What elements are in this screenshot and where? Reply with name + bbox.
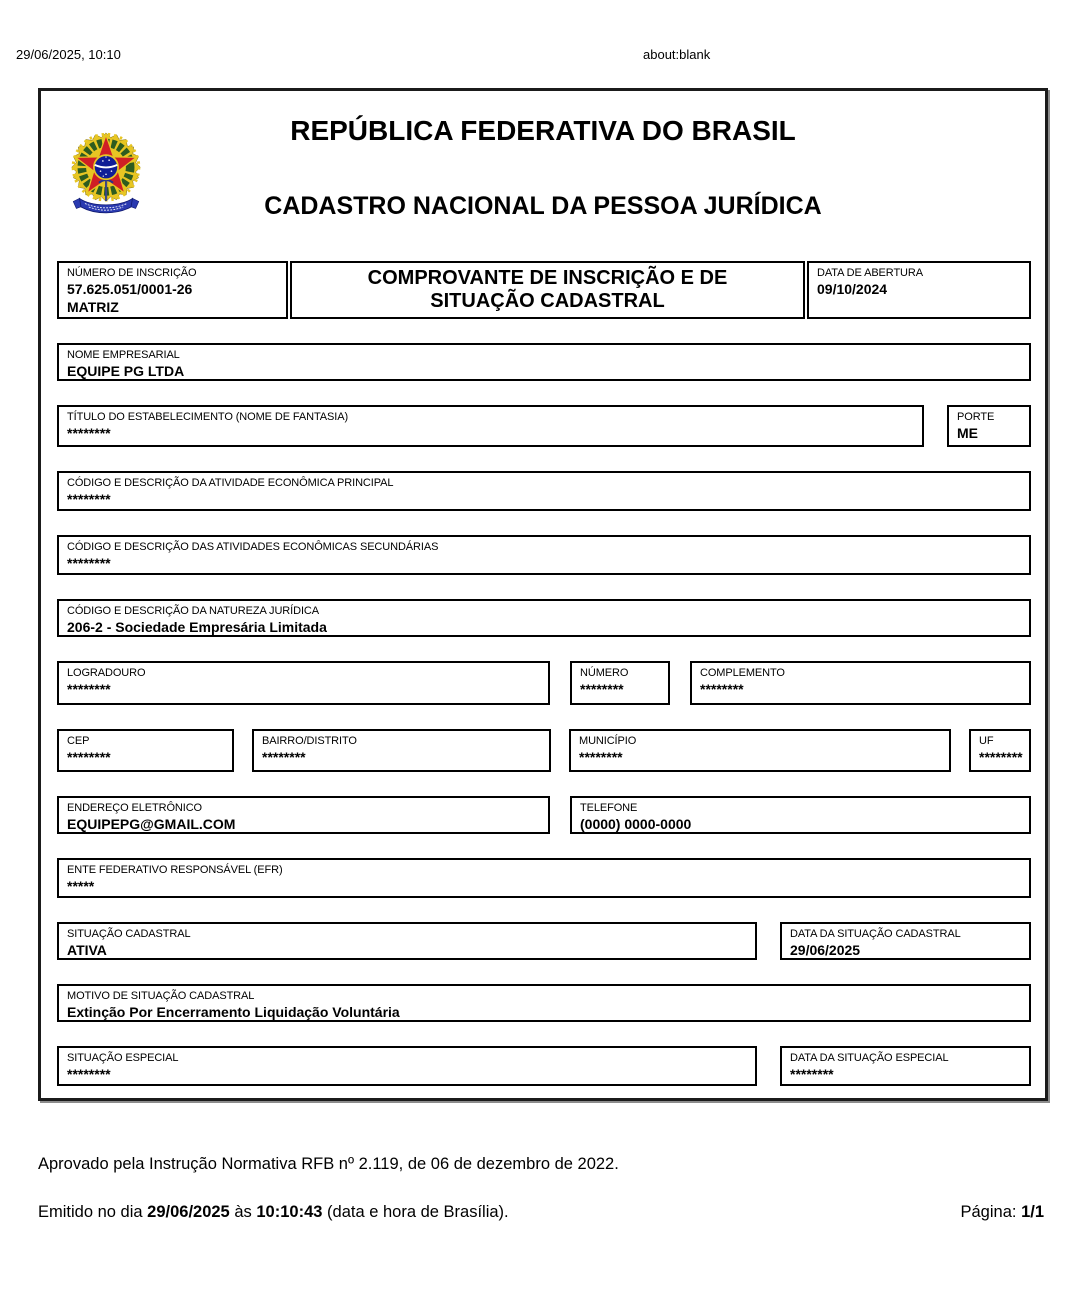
field-endereco-eletronico xyxy=(57,796,550,834)
field-atividade-principal xyxy=(57,471,1031,511)
field-label: MOTIVO DE SITUAÇÃO CADASTRAL xyxy=(67,990,255,1002)
field-numero xyxy=(570,661,670,705)
field-value: ******** xyxy=(579,749,623,765)
field-value: ******** xyxy=(262,749,306,765)
page-value: 1/1 xyxy=(1021,1203,1044,1221)
field-value-branch: MATRIZ xyxy=(67,299,119,315)
field-cep xyxy=(57,729,234,772)
field-label: ENTE FEDERATIVO RESPONSÁVEL (EFR) xyxy=(67,864,283,876)
field-value: ***** xyxy=(67,878,95,894)
field-value: Extinção Por Encerramento Liquidação Voluntária xyxy=(67,1004,400,1020)
comprovante-title-box xyxy=(290,261,805,319)
field-data-situacao-cadastral xyxy=(780,922,1031,960)
field-situacao-especial xyxy=(57,1046,757,1086)
field-titulo-estabelecimento xyxy=(57,405,924,447)
field-label: PORTE xyxy=(957,411,995,423)
emitted-prefix: Emitido no dia xyxy=(38,1203,143,1221)
field-telefone xyxy=(570,796,1031,834)
print-datetime: 29/06/2025, 10:10 xyxy=(16,47,121,62)
field-value: ******** xyxy=(67,749,111,765)
approval-note: Aprovado pela Instrução Normativa RFB nº 2.119, de 06 de dezembro de 2022. xyxy=(38,1155,619,1173)
field-nome-empresarial xyxy=(57,343,1031,381)
field-value: ATIVA xyxy=(67,942,107,958)
field-value: ******** xyxy=(580,681,624,697)
emission-note xyxy=(38,1203,509,1222)
field-municipio xyxy=(569,729,951,772)
field-value: (0000) 0000-0000 xyxy=(580,816,692,832)
page-label: Página: xyxy=(960,1203,1017,1221)
field-data-situacao-especial xyxy=(780,1046,1031,1086)
field-label: CÓDIGO E DESCRIÇÃO DAS ATIVIDADES ECONÔMICAS SECUNDÁRIAS xyxy=(67,541,439,553)
field-value: EQUIPE PG LTDA xyxy=(67,363,185,379)
field-value: EQUIPEPG@GMAIL.COM xyxy=(67,816,236,832)
field-numero-inscricao xyxy=(57,261,288,319)
comprovante-title: COMPROVANTE DE INSCRIÇÃO E DE SITUAÇÃO CADASTRAL xyxy=(367,267,728,312)
field-label: SITUAÇÃO ESPECIAL xyxy=(67,1052,179,1064)
field-label: DATA DA SITUAÇÃO ESPECIAL xyxy=(790,1052,949,1064)
field-label: BAIRRO/DISTRITO xyxy=(262,735,357,747)
field-data-abertura xyxy=(807,261,1031,319)
field-label: NÚMERO xyxy=(580,667,629,679)
field-ente-federativo xyxy=(57,858,1031,898)
emitted-suffix: (data e hora de Brasília). xyxy=(327,1203,509,1221)
field-value: 29/06/2025 xyxy=(790,942,861,958)
field-label: NÚMERO DE INSCRIÇÃO xyxy=(67,267,197,279)
document-title: REPÚBLICA FEDERATIVA DO BRASIL xyxy=(290,115,796,146)
field-label: CEP xyxy=(67,735,90,747)
field-value: ******** xyxy=(67,491,111,507)
field-label: CÓDIGO E DESCRIÇÃO DA NATUREZA JURÍDICA xyxy=(67,605,319,617)
field-label: CÓDIGO E DESCRIÇÃO DA ATIVIDADE ECONÔMICA PRINCIPAL xyxy=(67,477,394,489)
field-situacao-cadastral xyxy=(57,922,757,960)
field-grid xyxy=(57,261,1031,1086)
document-subtitle: CADASTRO NACIONAL DA PESSOA JURÍDICA xyxy=(264,192,822,220)
field-label: DATA DA SITUAÇÃO CADASTRAL xyxy=(790,928,961,940)
field-label: SITUAÇÃO CADASTRAL xyxy=(67,928,191,940)
field-label: UF xyxy=(979,735,994,747)
field-label: TÍTULO DO ESTABELECIMENTO (NOME DE FANTASIA) xyxy=(67,411,349,423)
field-value: ******** xyxy=(979,749,1023,765)
emitted-date: 29/06/2025 xyxy=(147,1203,230,1221)
field-atividades-secundarias xyxy=(57,535,1031,575)
field-value: 206-2 - Sociedade Empresária Limitada xyxy=(67,619,327,635)
field-label: ENDEREÇO ELETRÔNICO xyxy=(67,802,203,814)
field-label: DATA DE ABERTURA xyxy=(817,267,923,279)
field-complemento xyxy=(690,661,1031,705)
field-porte xyxy=(947,405,1031,447)
field-value: ******** xyxy=(67,1066,111,1082)
document-frame xyxy=(38,88,1048,1101)
field-bairro-distrito xyxy=(252,729,551,772)
field-uf xyxy=(969,729,1031,772)
field-label: MUNICÍPIO xyxy=(579,735,637,747)
field-value: ******** xyxy=(700,681,744,697)
field-value: ******** xyxy=(67,425,111,441)
field-value: ******** xyxy=(67,681,111,697)
print-page-title: about:blank xyxy=(643,47,711,62)
field-natureza-juridica xyxy=(57,599,1031,637)
field-value: 09/10/2024 xyxy=(817,281,888,297)
field-motivo-situacao-cadastral xyxy=(57,984,1031,1022)
field-value: ******** xyxy=(67,555,111,571)
field-value: ME xyxy=(957,425,978,441)
field-label: NOME EMPRESARIAL xyxy=(67,349,180,361)
page-indicator xyxy=(961,1203,1045,1222)
emitted-time: 10:10:43 xyxy=(256,1203,323,1221)
field-label: LOGRADOURO xyxy=(67,667,146,679)
field-label: TELEFONE xyxy=(580,802,638,814)
field-logradouro xyxy=(57,661,550,705)
field-label: COMPLEMENTO xyxy=(700,667,785,679)
field-value: ******** xyxy=(790,1066,834,1082)
emitted-connector: às xyxy=(234,1203,252,1221)
field-value: 57.625.051/0001-26 xyxy=(67,281,193,297)
